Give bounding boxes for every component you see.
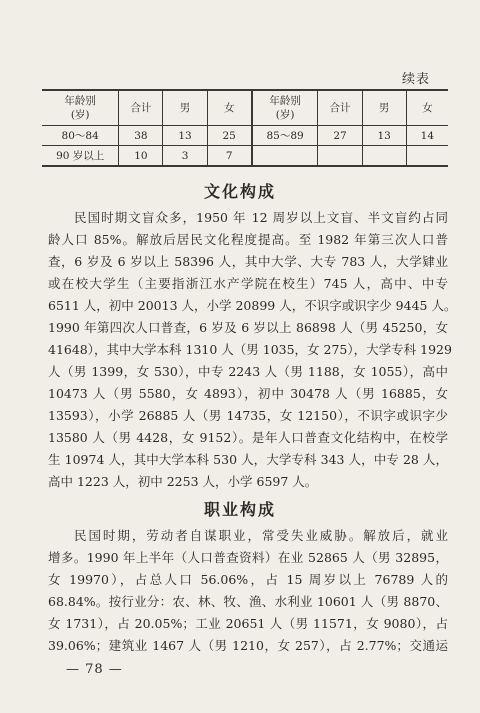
text-line: 6511 人，初中 20013 人，小学 20899 人，不识字或识字少 9445 人。 xyxy=(48,298,457,313)
text-line: 生 10974 人，其中大学本科 530 人，大学专科 343 人，中专 28 人， xyxy=(48,452,448,467)
header-male: 男 xyxy=(163,90,207,126)
text-line: 女 19970），占总人口 56.06%，占 15 周岁以上 76789 人的 xyxy=(48,572,448,587)
section-title-occupation: 职业构成 xyxy=(203,500,276,519)
text-line: 人（男 1399，女 530），中专 2243 人（男 1188，女 1055），高中 xyxy=(48,364,448,379)
table-cell: 27 xyxy=(318,126,362,146)
table-cell xyxy=(252,146,318,167)
table-cell: 80～84 xyxy=(42,126,119,146)
table-row xyxy=(42,146,448,167)
text-line: 13593），小学 26885 人（男 14735，女 12150），不识字或识字少 xyxy=(48,408,448,423)
text-line: 13580 人（男 4428，女 9152）。是年人口普查文化结构中，在校学 xyxy=(48,430,448,445)
text-line: 或在校大学生（主要指浙江水产学院在校生）745 人，高中、中专 xyxy=(48,276,448,291)
table-cell: 13 xyxy=(163,126,207,146)
header-age-group xyxy=(42,90,119,126)
text-line: 女 1731），占 20.05%；工业 20651 人（男 11571，女 9080），占 xyxy=(48,616,448,631)
text-line: 龄人口 85%。解放后居民文化程度提高。至 1982 年第三次人口普 xyxy=(48,232,448,247)
header-total-2: 合计 xyxy=(318,90,362,126)
header-female: 女 xyxy=(207,90,252,126)
table-cell: 13 xyxy=(362,126,406,146)
table-cell: 3 xyxy=(163,146,207,167)
header-age-group-label: 年龄别 (岁) xyxy=(64,95,96,121)
text-line: 68.84%。按行业分：农、林、牧、渔、水利业 10601 人（男 8870、 xyxy=(48,594,448,609)
table-row xyxy=(42,126,448,146)
text-line: 10473 人（男 5580，女 4893），初中 30478 人（男 16885，女 xyxy=(48,386,448,401)
page-number: — 78 — xyxy=(66,662,123,677)
table-header-row xyxy=(42,90,448,126)
table-cell: 90 岁以上 xyxy=(42,146,119,167)
text-line: 1990 年第四次人口普查，6 岁及 6 岁以上 86898 人（男 45250，女 xyxy=(48,320,448,335)
table-cell: 38 xyxy=(119,126,163,146)
table-cell xyxy=(406,146,448,167)
occupation-paragraph xyxy=(48,525,448,657)
text-line: 41648），其中大学本科 1310 人（男 1035，女 275），大学专科 1929 xyxy=(48,342,452,357)
text-line: 增多。1990 年上半年（人口普查资料）在业 52865 人（男 32895， xyxy=(48,550,448,565)
table-cell xyxy=(318,146,362,167)
header-age-group-2 xyxy=(252,90,318,126)
text-line: 39.06%；建筑业 1467 人（男 1210，女 257），占 2.77%；交通运 xyxy=(48,638,448,653)
table-cell: 10 xyxy=(119,146,163,167)
header-female-2: 女 xyxy=(406,90,448,126)
table-cell: 14 xyxy=(406,126,448,146)
population-age-table xyxy=(42,89,448,167)
header-age-group-2-label: 年龄别 (岁) xyxy=(269,95,301,121)
table-cell xyxy=(362,146,406,167)
table-cell: 7 xyxy=(207,146,252,167)
table-cell: 25 xyxy=(207,126,252,146)
continued-table-label: 续表 xyxy=(401,72,430,87)
text-line: 高中 1223 人，初中 2253 人，小学 6597 人。 xyxy=(48,474,318,489)
text-line: 民国时期文盲众多，1950 年 12 周岁以上文盲、半文盲约占同 xyxy=(74,210,448,225)
text-line: 民国时期，劳动者自谋职业，常受失业威胁。解放后，就业 xyxy=(74,528,448,543)
table-cell: 85～89 xyxy=(252,126,318,146)
section-title-education: 文化构成 xyxy=(203,182,276,201)
education-paragraph xyxy=(48,207,457,493)
header-total: 合计 xyxy=(119,90,163,126)
text-line: 查，6 岁及 6 岁以上 58396 人，其中大学、大专 783 人，大学肄业 xyxy=(48,254,448,269)
header-male-2: 男 xyxy=(362,90,406,126)
